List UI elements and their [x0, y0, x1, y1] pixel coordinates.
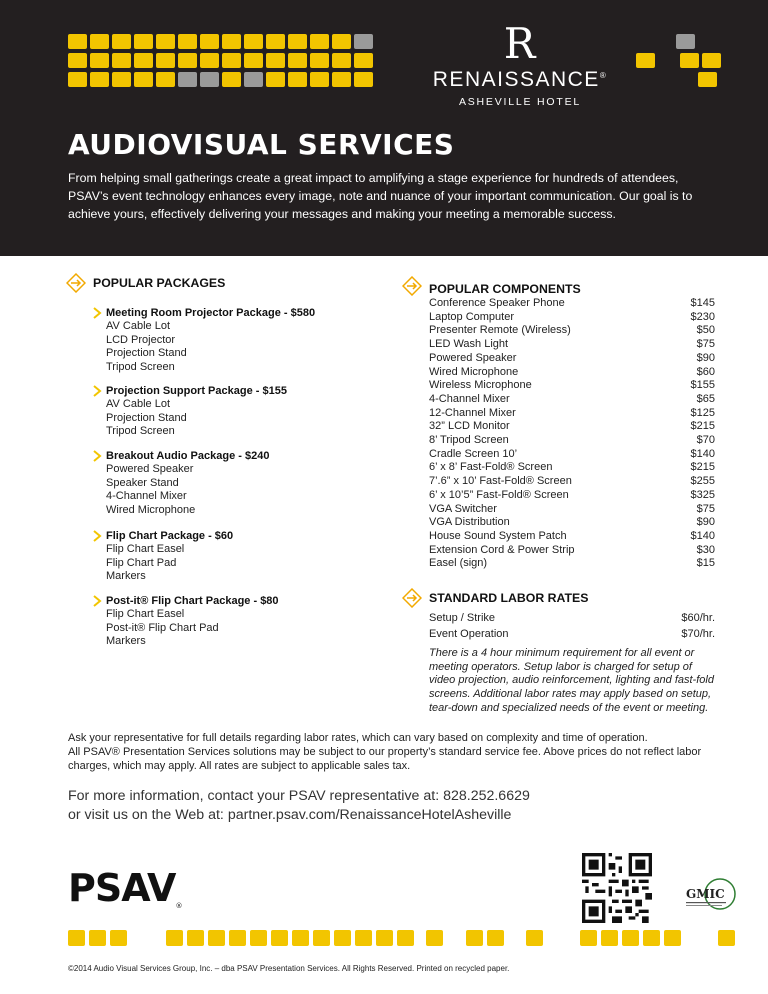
package-line: Markers [106, 570, 146, 583]
labor-rates-list [429, 610, 715, 642]
decorative-blocks-row-1 [68, 34, 373, 49]
footer-decorative-blocks [580, 930, 681, 946]
labor-heading [402, 588, 588, 608]
package-line: Projection Stand [106, 411, 187, 424]
package-line: Wired Microphone [106, 504, 196, 517]
footer-decorative-blocks [466, 930, 504, 946]
decorative-blocks-right-2 [636, 53, 721, 68]
qr-code-icon [582, 853, 652, 923]
fine-print-line: All PSAV® Presentation Services solutions may be subject to our property’s standard service fee. Above prices do not reflect labor charges, which may apply. All rates are subject to applicable sales tax. [68, 745, 702, 772]
footer-decorative-blocks [526, 930, 543, 946]
component-row: VGA Switcher $75 [429, 502, 715, 515]
package-line: LCD Projector [106, 333, 176, 346]
component-row: 6’ x 8’ Fast-Fold® Screen $215 [429, 461, 715, 474]
logo-subtitle: ASHEVILLE HOTEL [458, 96, 582, 108]
package-2 [92, 384, 287, 439]
component-row: Laptop Computer $230 [429, 310, 715, 323]
component-row: 7’.6” x 10’ Fast-Fold® Screen $255 [429, 475, 715, 488]
svg-text:GMIC: GMIC [686, 887, 725, 901]
component-row: VGA Distribution $90 [429, 516, 715, 529]
page-title: AUDIOVISUAL SERVICES [68, 128, 455, 161]
fine-print [68, 732, 718, 773]
decorative-blocks-row-3 [68, 72, 373, 87]
packages-heading-label: POPULAR PACKAGES [93, 276, 226, 290]
arrow-diamond-icon [402, 588, 422, 608]
contact-web-line: or visit us on the Web at: partner.psav.com/RenaissanceHotelAsheville [68, 807, 512, 823]
decorative-blocks-right-3 [698, 72, 717, 87]
contact-info [68, 787, 718, 825]
package-1 [92, 306, 315, 375]
packages-heading [66, 273, 225, 293]
package-line: Flip Chart Easel [106, 608, 185, 620]
component-row: Wireless Microphone $155 [429, 379, 715, 392]
component-row: Presenter Remote (Wireless) $50 [429, 324, 715, 337]
components-list [429, 297, 715, 571]
component-row: Conference Speaker Phone $145 [429, 297, 715, 309]
package-line: Powered Speaker [106, 463, 194, 475]
gmic-logo [680, 876, 738, 916]
component-row: 4-Channel Mixer $65 [429, 392, 715, 405]
chevron-right-icon [92, 450, 103, 462]
fine-print-line: Ask your representative for full details regarding labor rates, which can vary based on complexity and time of operation. [68, 732, 648, 744]
labor-row: Setup / Strike $60/hr. [429, 612, 715, 624]
arrow-diamond-icon [402, 276, 422, 296]
package-line: Flip Chart Pad [106, 556, 177, 569]
package-line: Post-it® Flip Chart Pad [106, 621, 219, 634]
component-row: Cradle Screen 10’ $140 [429, 447, 715, 460]
package-title: Projection Support Package - $155 [106, 385, 287, 397]
package-line: Speaker Stand [106, 476, 179, 489]
header-banner [0, 0, 768, 256]
package-line: AV Cable Lot [106, 398, 171, 410]
footer-decorative-blocks [166, 930, 414, 946]
labor-note: There is a 4 hour minimum requirement for all event or meeting operators. Setup labor is charged for setup of video projection, audio reinforcement, lighting and fast-fold screens. Additional labor rates may apply based on setup, tear-down and specialized needs of the event or meeting. [429, 647, 714, 714]
psav-logo: PSAV® [68, 866, 183, 910]
decorative-blocks-right-1 [676, 34, 695, 49]
component-row: House Sound System Patch $140 [429, 529, 715, 542]
package-title: Flip Chart Package - $60 [106, 530, 234, 542]
package-line: Projection Stand [106, 347, 187, 360]
components-heading-label: POPULAR COMPONENTS [429, 282, 581, 296]
contact-phone-line: For more information, contact your PSAV representative at: 828.252.6629 [68, 788, 530, 804]
component-row: LED Wash Light $75 [429, 338, 715, 351]
package-title: Meeting Room Projector Package - $580 [106, 307, 316, 319]
chevron-right-icon [92, 307, 103, 319]
package-5 [92, 594, 279, 649]
component-row: 12-Channel Mixer $125 [429, 406, 715, 419]
package-line: 4-Channel Mixer [106, 490, 187, 503]
package-line: Flip Chart Easel [106, 543, 185, 555]
package-line: Markers [106, 635, 146, 648]
chevron-right-icon [92, 595, 103, 607]
copyright-text: ©2014 Audio Visual Services Group, Inc. – dba PSAV Presentation Services. All Rights Reserved. Printed on recycled paper. [68, 964, 510, 973]
logo-letter: R [503, 19, 537, 68]
arrow-diamond-icon [66, 273, 86, 293]
component-row: Powered Speaker $90 [429, 351, 715, 364]
renaissance-logo [430, 19, 610, 108]
component-row: Extension Cord & Power Strip $30 [429, 543, 715, 556]
intro-paragraph: From helping small gatherings create a great impact to amplifying a stage experience for hundreds of attendees, PSAV’s event technology enhances every image, note and nuance of your important communication. Our goal is to achieve yours, effectively delivering your messages and making your meeting a memorable success. [68, 171, 693, 221]
package-title: Breakout Audio Package - $240 [106, 450, 270, 462]
package-line: Tripod Screen [106, 361, 175, 374]
components-heading [402, 276, 581, 296]
package-4 [92, 529, 233, 584]
chevron-right-icon [92, 530, 103, 542]
component-row: Wired Microphone $60 [429, 365, 715, 378]
component-row: 6’ x 10’5” Fast-Fold® Screen $325 [429, 488, 715, 501]
labor-row: Event Operation $70/hr. [429, 628, 715, 640]
component-row: 8’ Tripod Screen $70 [429, 434, 715, 447]
package-title: Post-it® Flip Chart Package - $80 [106, 595, 279, 607]
footer-decorative-blocks [68, 930, 127, 946]
logo-name: RENAISSANCE® [432, 68, 608, 91]
decorative-blocks-row-2 [68, 53, 373, 68]
package-line: AV Cable Lot [106, 320, 171, 332]
labor-heading-label: STANDARD LABOR RATES [429, 591, 589, 605]
footer-decorative-blocks [426, 930, 443, 946]
component-row: Easel (sign) $15 [429, 557, 715, 570]
footer-decorative-blocks [718, 930, 735, 946]
package-3 [92, 449, 269, 518]
package-line: Tripod Screen [106, 425, 175, 438]
chevron-right-icon [92, 385, 103, 397]
component-row: 32” LCD Monitor $215 [429, 420, 715, 433]
